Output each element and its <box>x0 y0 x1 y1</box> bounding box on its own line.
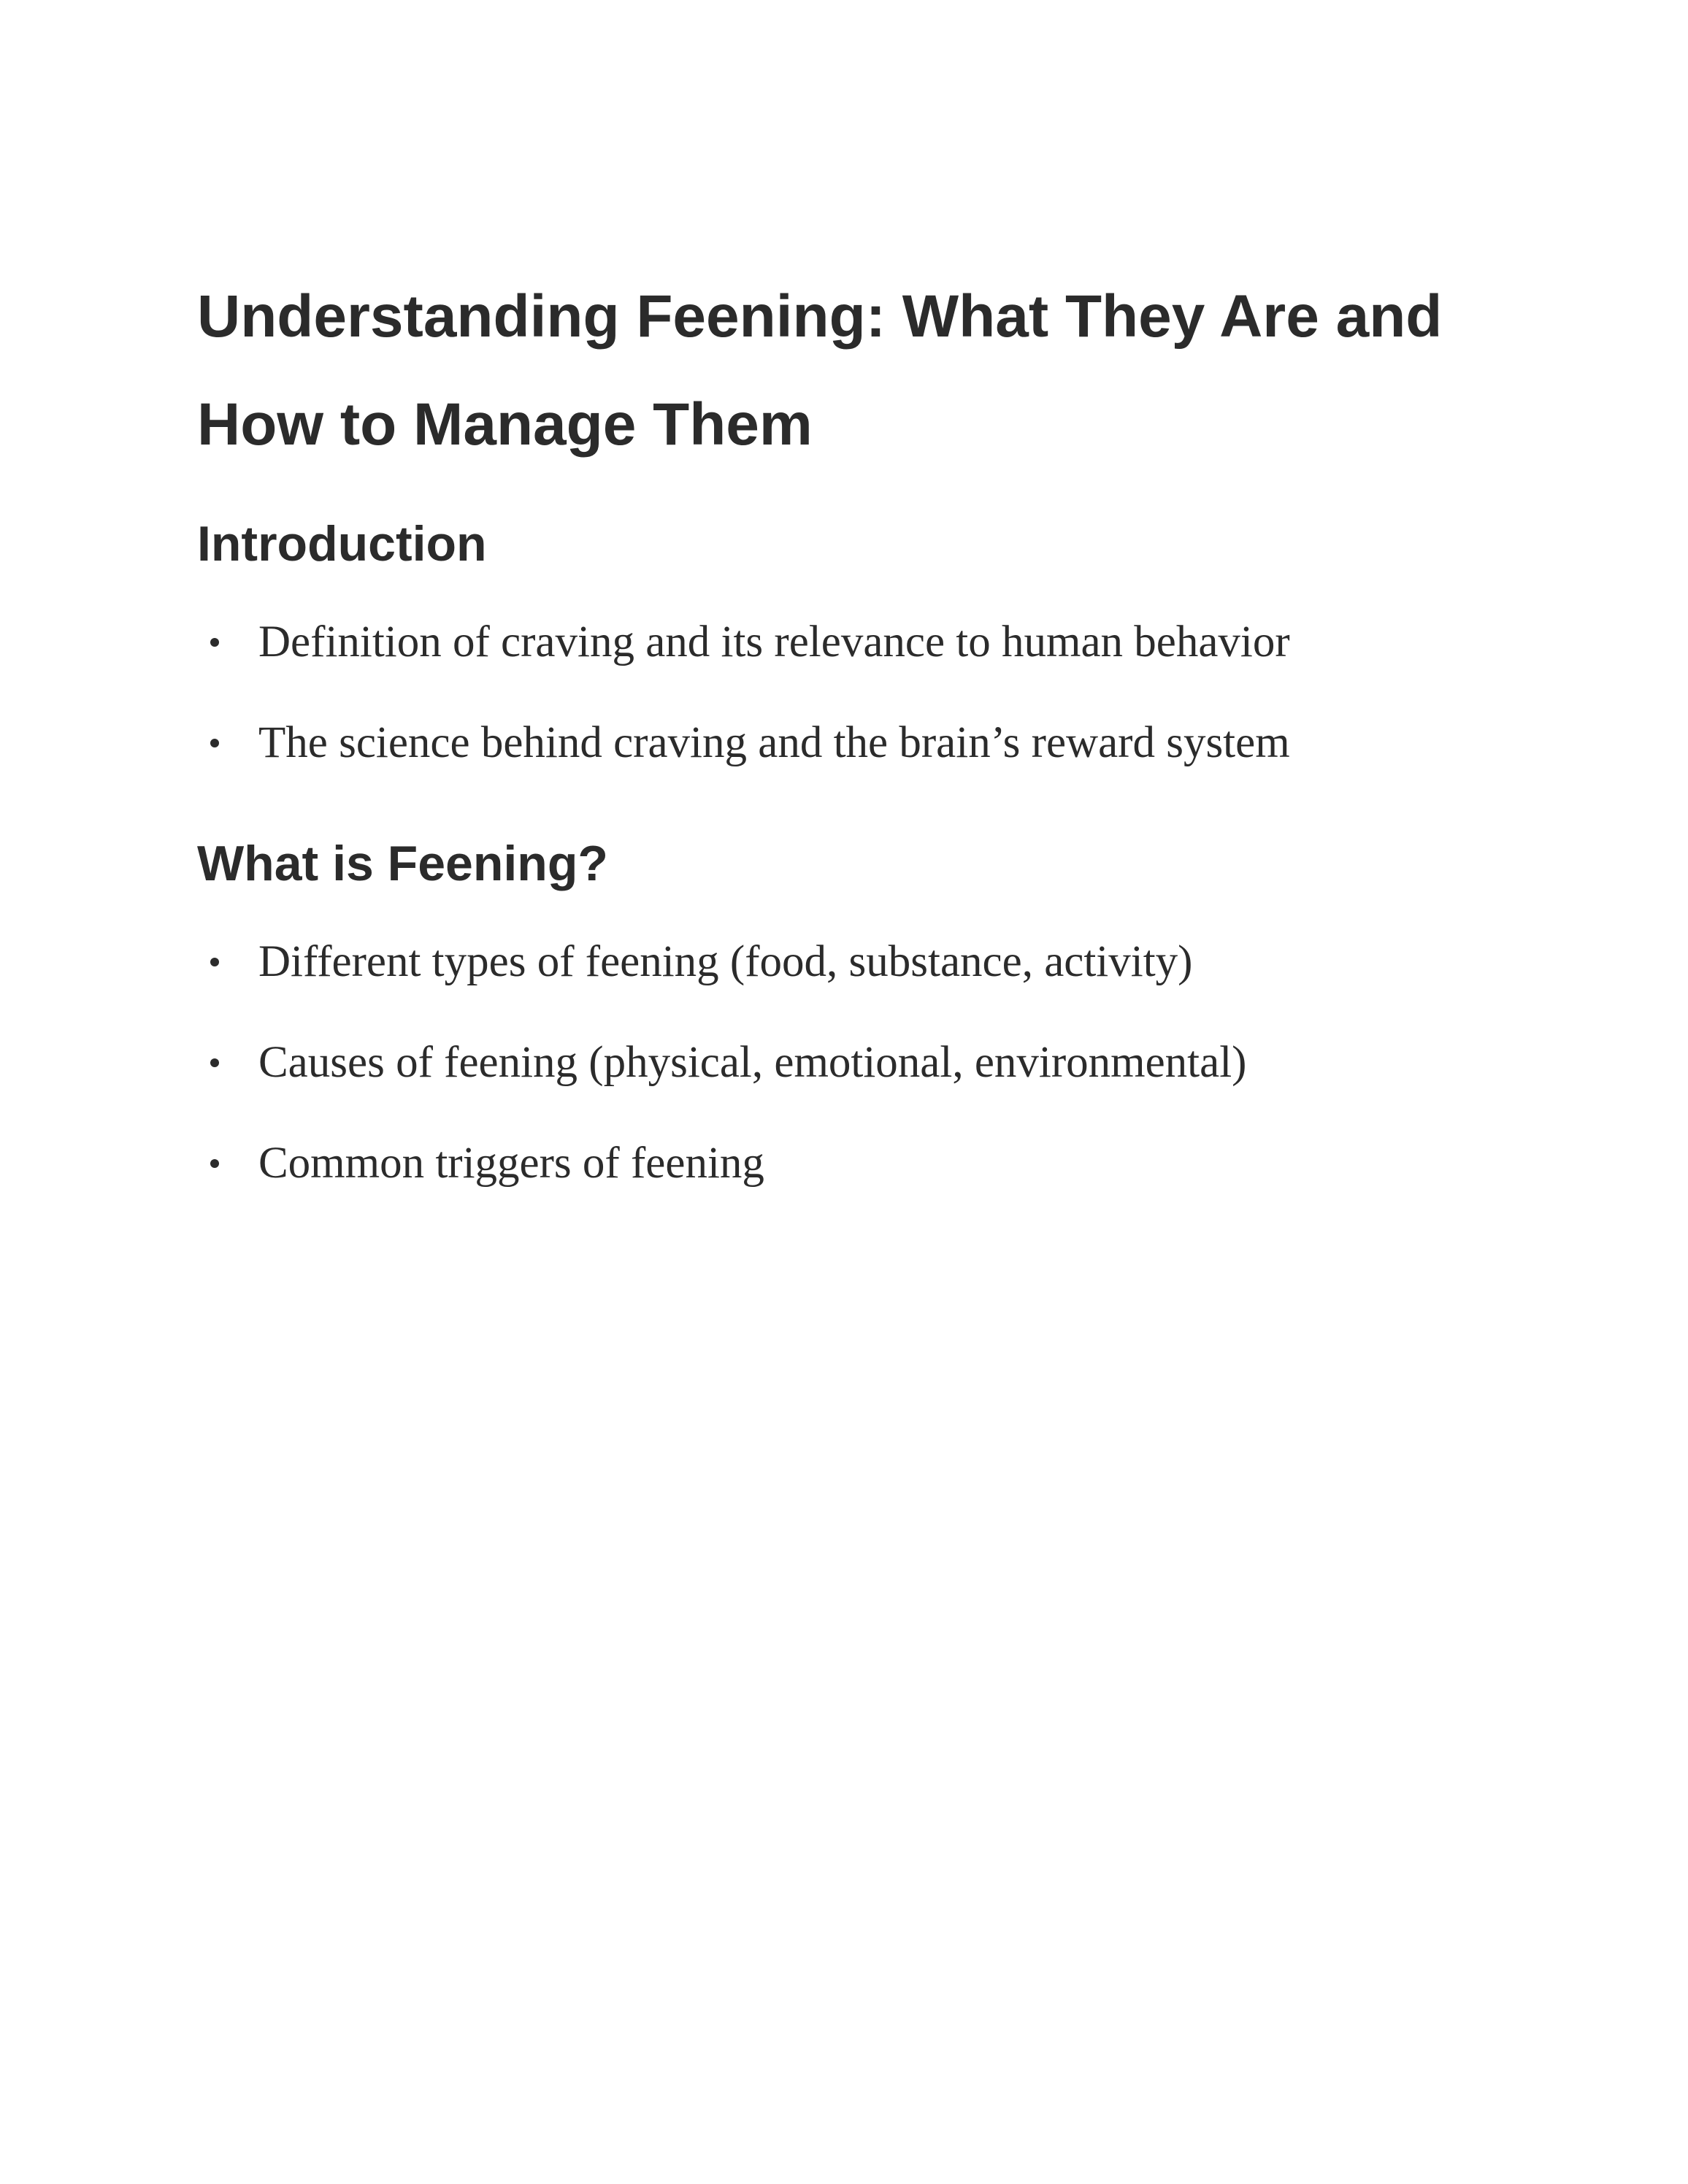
bullet-icon <box>210 739 219 747</box>
list-item <box>197 933 1584 1034</box>
bullet-icon <box>210 958 219 966</box>
what-is-feening-bullet-list <box>197 933 1584 1235</box>
bullet-icon <box>210 638 219 647</box>
list-item <box>197 1034 1584 1134</box>
list-item-text: Causes of feening (physical, emotional, environmental) <box>258 1038 1247 1087</box>
list-item-text: Definition of craving and its relevance to human behavior <box>258 618 1290 666</box>
bullet-icon <box>210 1159 219 1168</box>
list-item <box>197 714 1584 815</box>
section-heading-what-is-feening: What is Feening? <box>197 836 608 891</box>
list-item-text: The science behind craving and the brain’s reward system <box>258 718 1290 767</box>
list-item <box>197 613 1584 714</box>
section-heading-introduction: Introduction <box>197 516 487 572</box>
page-title: Understanding Feening: What They Are and How to Manage Them <box>197 283 1443 458</box>
list-item <box>197 1134 1584 1235</box>
list-item-text: Common triggers of feening <box>258 1139 764 1188</box>
list-item-text: Different types of feening (food, substance, activity) <box>258 937 1193 986</box>
introduction-bullet-list <box>197 613 1584 815</box>
bullet-icon <box>210 1058 219 1067</box>
